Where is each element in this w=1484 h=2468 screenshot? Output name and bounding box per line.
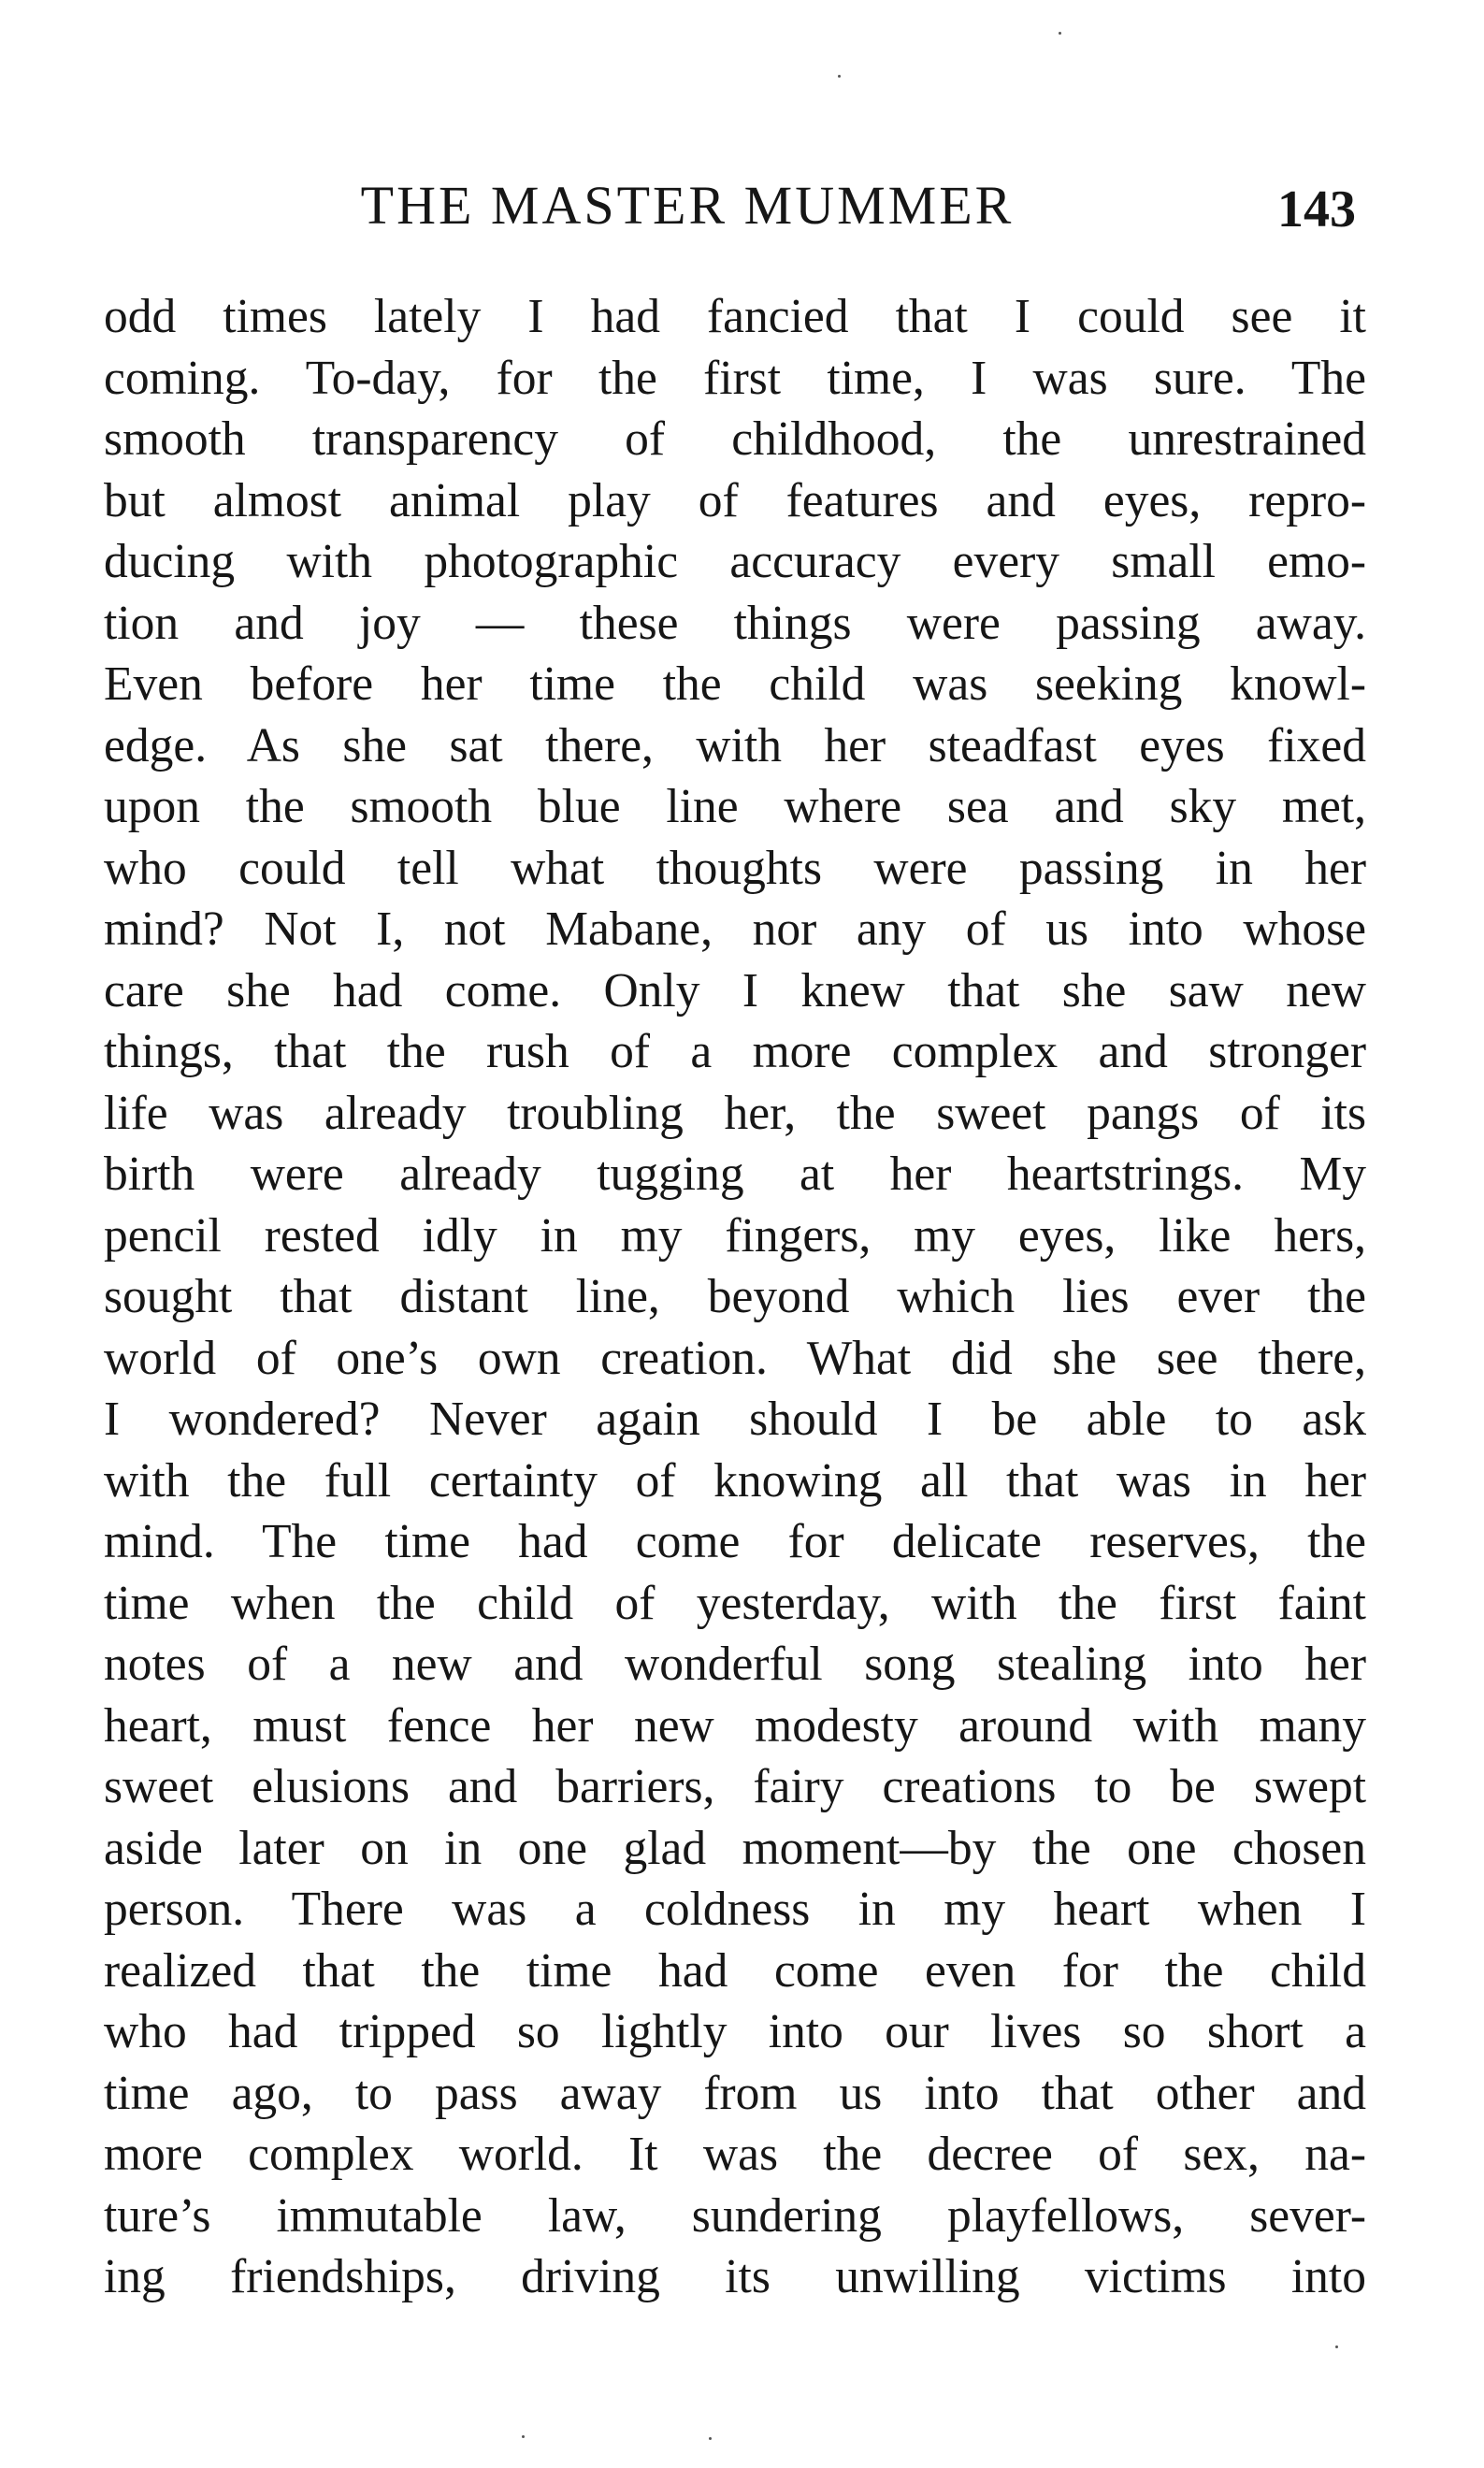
- text-line: time when the child of yesterday, with the first faint: [104, 1576, 1366, 1630]
- page-number: 143: [1277, 180, 1356, 238]
- text-line: care she had come. Only I knew that she saw new: [104, 963, 1366, 1018]
- text-line: upon the smooth blue line where sea and sky met,: [104, 780, 1366, 833]
- text-line: ing friendships, driving its unwilling victims into: [104, 2250, 1366, 2303]
- text-line: with the full certainty of knowing all that was in her: [104, 1453, 1366, 1508]
- paper-speck: [1059, 32, 1061, 35]
- text-line: ducing with photographic accuracy every small emo-: [104, 535, 1366, 588]
- text-line: aside later on in one glad moment—by the one chosen: [104, 1821, 1366, 1875]
- text-line: ture’s immutable law, sundering playfellows, sever-: [104, 2188, 1366, 2243]
- paper-speck: [1335, 2345, 1338, 2348]
- text-line: I wondered? Never again should I be able to ask: [104, 1393, 1366, 1446]
- text-line: time ago, to pass away from us into that other and: [104, 2066, 1366, 2120]
- text-line: world of one’s own creation. What did she see there,: [104, 1331, 1366, 1385]
- text-line: tion and joy — these things were passing away.: [104, 596, 1366, 650]
- text-line: birth were already tugging at her heartstrings. My: [104, 1147, 1366, 1201]
- text-line: coming. To-day, for the first time, I was sure. The: [104, 351, 1366, 405]
- text-line: who could tell what thoughts were passing in her: [104, 841, 1366, 895]
- text-line: Even before her time the child was seeking knowl-: [104, 657, 1366, 711]
- text-line: who had tripped so lightly into our lives so short a: [104, 2005, 1366, 2058]
- paper-speck: [522, 2435, 525, 2438]
- text-line: but almost animal play of features and eyes, repro-: [104, 473, 1366, 527]
- text-line: person. There was a coldness in my heart when I: [104, 1883, 1366, 1936]
- text-line: things, that the rush of a more complex and stronger: [104, 1025, 1366, 1078]
- text-line: smooth transparency of childhood, the unrestrained: [104, 412, 1366, 466]
- text-line: edge. As she sat there, with her steadfast eyes fixed: [104, 718, 1366, 772]
- running-title: THE MASTER MUMMER: [360, 175, 1015, 236]
- text-line: notes of a new and wonderful song stealing into her: [104, 1638, 1366, 1691]
- text-line: more complex world. It was the decree of sex, na-: [104, 2128, 1366, 2181]
- text-line: mind. The time had come for delicate reserves, the: [104, 1515, 1366, 1568]
- text-line: mind? Not I, not Mabane, nor any of us into whose: [104, 902, 1366, 956]
- text-line: realized that the time had come even for the child: [104, 1943, 1366, 1998]
- text-line: sweet elusions and barriers, fairy creations to be swept: [104, 1760, 1366, 1813]
- running-head: [108, 173, 1365, 238]
- text-line: sought that distant line, beyond which lies ever the: [104, 1270, 1366, 1323]
- text-line: life was already troubling her, the sweet pangs of its: [104, 1086, 1366, 1140]
- text-line: pencil rested idly in my fingers, my eyes, like hers,: [104, 1208, 1366, 1263]
- paper-speck: [838, 75, 841, 78]
- body-text: [104, 286, 1366, 2308]
- paper-speck: [709, 2437, 712, 2440]
- text-line: heart, must fence her new modesty around with many: [104, 1698, 1366, 1753]
- text-line: odd times lately I had fancied that I could see it: [104, 290, 1366, 343]
